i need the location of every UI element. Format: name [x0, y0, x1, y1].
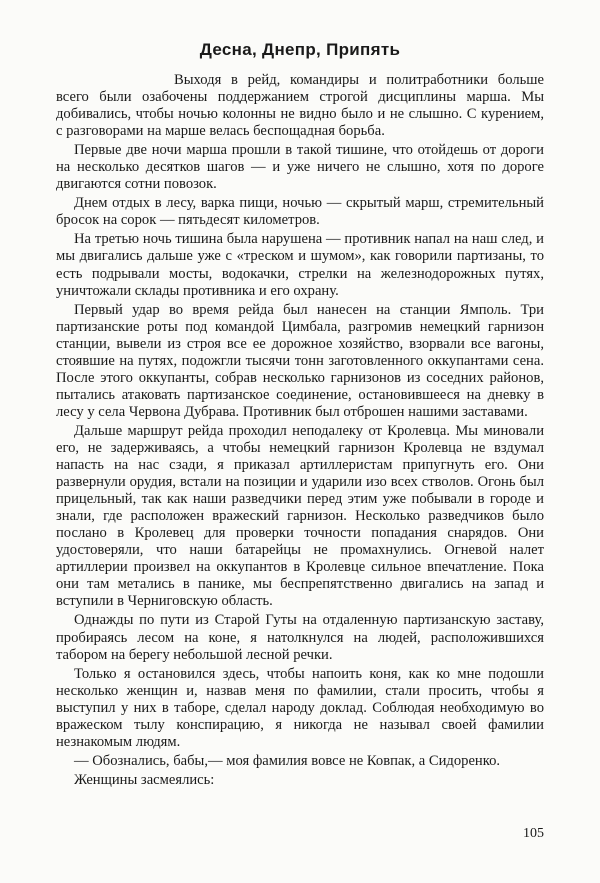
chapter-title: Десна, Днепр, Припять: [199, 40, 401, 59]
page-number: 105: [523, 826, 544, 841]
paragraph: Первые две ночи марша прошли в такой тишине, что отойдешь от дороги на несколько десятков шагов — и уже ничего не слышно, хотя по дороге двигаются сотни повозок.: [56, 142, 544, 193]
paragraph: Первый удар во время рейда был нанесен на станции Ямполь. Три партизанские роты под командой Цимбала, разгромив немецкий гарнизон станции, вывели из строя все ее дорожное хозяйство, взорвали все вагоны, стоявшие на путях, подожгли тысячи тонн заготовленного оккупантами сена. После этого оккупанты, собрав несколько гарнизонов из соседних районов, пытались атаковать партизанское соединение, остановившееся на дневку в лесу у села Червона Дубрава. Противник был отброшен нашими заставами.: [56, 301, 544, 420]
paragraph: На третью ночь тишина была нарушена — противник напал на наш след, и мы двигались дальше уже с «треском и шумом», как говорили партизаны, то есть подрывали мосты, водокачки, стрелки на железнодорожных путях, уничтожали склады противника и его охрану.: [56, 231, 544, 299]
paragraph: Выходя в рейд, командиры и политработники больше всего были озабочены поддержанием строгой дисциплины марша. Мы добивались, чтобы ночью колонны не видно было и не слышно. С курением, с разговорами на марше велась беспощадная борьба.: [56, 72, 544, 140]
paragraph: Только я остановился здесь, чтобы напоить коня, как ко мне подошли несколько женщин и, назвав меня по фамилии, стали просить, чтобы я выступил у них в таборе, сделал народу доклад. Соблюдая необходимую во вражеском тылу конспирацию, я никогда не называл своей фамилии незнакомым людям.: [56, 665, 544, 750]
paragraph: — Обознались, бабы,— моя фамилия вовсе не Ковпак, а Сидоренко.: [74, 752, 501, 769]
paragraph: Дальше маршрут рейда проходил неподалеку от Кролевца. Мы миновали его, не задерживаясь, а чтобы немецкий гарнизон Кролевца не вздумал напасть на нас сзади, я приказал артиллеристам припугнуть его. Они развернули орудия, встали на позиции и ударили изо всех стволов. Огонь был прицельный, так как наши разведчики перед этим уже побывали в городе и знали, где расположен вражеский гарнизон. Несколько разведчиков было послано в Кролевец для проверки точности попадания снарядов. Они удостоверяли, что наши батарейцы не промахнулись. Огневой налет артиллерии произвел на оккупантов в Кролевце сильное впечатление. Пока они там метались в панике, мы беспрепятственно двигались на запад и вступили в Черниговскую область.: [56, 422, 544, 610]
paragraph: Однажды по пути из Старой Гуты на отдаленную партизанскую заставу, пробираясь лесом на коне, я натолкнулся на людей, расположившихся табором на берегу небольшой лесной речки.: [56, 612, 544, 663]
paragraph: Женщины засмеялись:: [74, 771, 215, 788]
paragraph: Днем отдых в лесу, варка пищи, ночью — скрытый марш, стремительный бросок на сорок — пятьдесят километров.: [56, 195, 544, 229]
body-text: [56, 72, 544, 789]
